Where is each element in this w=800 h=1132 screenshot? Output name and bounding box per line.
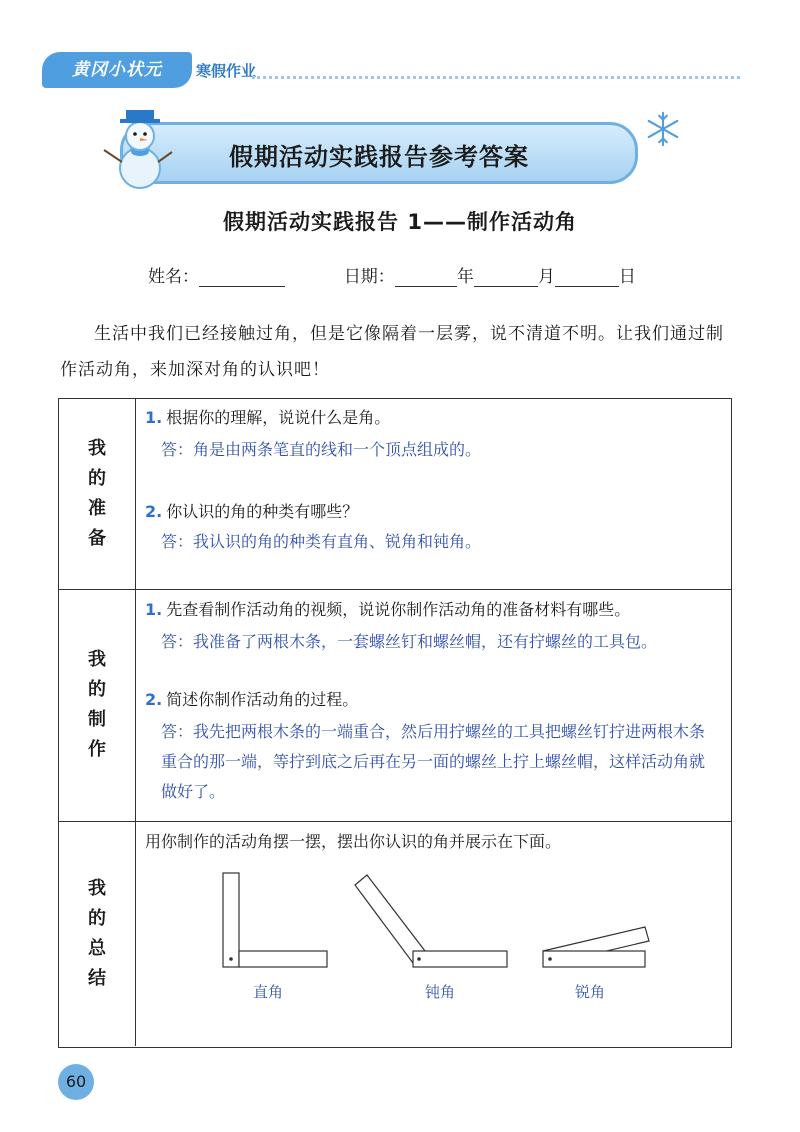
section-label: 我的准备 — [88, 438, 106, 549]
answer: 答：我先把两根木条的一端重合，然后用拧螺丝的工具把螺丝钉拧进两根木条重合的那一端，等拧到底之后再在另一面的螺丝上拧上螺丝帽，这样活动角就做好了。 — [161, 722, 706, 801]
section-label-cell — [59, 399, 136, 589]
year-blank[interactable] — [395, 266, 457, 287]
date-label: 日期： — [343, 267, 395, 287]
answer: 答：角是由两条笔直的线和一个顶点组成的。 — [161, 440, 482, 459]
month-blank[interactable] — [474, 266, 538, 287]
title-banner — [120, 122, 638, 184]
name-label: 姓名： — [148, 267, 199, 287]
intro-paragraph: 生活中我们已经接触过角，但是它像隔着一层雾，说不清道不明。让我们通过制作活动角，来加深对角的认识吧！ — [60, 324, 724, 380]
month-label: 月 — [537, 267, 555, 287]
info-fields — [148, 262, 636, 287]
section-prep — [59, 399, 731, 590]
section-content — [145, 399, 719, 589]
section-label-cell — [59, 589, 136, 821]
obtuse-angle-label: 钝角 — [425, 983, 456, 1001]
acute-angle-diagram — [541, 871, 651, 971]
banner-title: 假期活动实践报告参考答案 — [229, 143, 529, 171]
question-text: 先查看制作活动角的视频，说说你制作活动角的准备材料有哪些。 — [166, 600, 631, 619]
page-number: 60 — [58, 1064, 94, 1100]
section-label: 我的总结 — [88, 877, 106, 989]
question-number: 2. — [145, 690, 163, 709]
section-summary — [59, 821, 731, 1046]
brand-badge: 黄冈小状元 — [42, 52, 192, 88]
question — [145, 597, 630, 623]
question-number: 1. — [145, 408, 163, 427]
section-label-cell — [59, 821, 136, 1046]
right-angle-diagram — [221, 871, 331, 971]
year-label: 年 — [456, 267, 474, 287]
question-text: 简述你制作活动角的过程。 — [166, 690, 359, 709]
name-blank[interactable] — [199, 266, 285, 287]
snowman-icon — [96, 102, 176, 192]
section-content — [145, 589, 719, 821]
obtuse-angle-diagram — [351, 871, 511, 971]
acute-angle-label: 锐角 — [575, 983, 606, 1001]
summary-prompt: 用你制作的活动角摆一摆，摆出你认识的角并展示在下面。 — [145, 832, 562, 851]
right-angle-label: 直角 — [253, 983, 284, 1001]
header-subtitle: 寒假作业 — [196, 62, 257, 80]
header-divider — [252, 76, 740, 79]
day-blank[interactable] — [555, 266, 619, 287]
question-number: 1. — [145, 600, 163, 619]
question-number: 2. — [145, 502, 163, 521]
question-text: 根据你的理解，说说什么是角。 — [166, 408, 391, 427]
answer: 答：我准备了两根木条，一套螺丝钉和螺丝帽，还有拧螺丝的工具包。 — [161, 632, 658, 651]
snowflake-icon — [644, 110, 682, 148]
question — [145, 499, 358, 525]
report-table — [58, 398, 732, 1048]
question — [145, 405, 390, 431]
question — [145, 687, 358, 713]
document-title: 假期活动实践报告 1——制作活动角 — [223, 210, 577, 234]
question-text: 你认识的角的种类有哪些？ — [166, 502, 359, 521]
section-content — [145, 821, 719, 1046]
section-make — [59, 589, 731, 822]
day-label: 日 — [618, 267, 636, 287]
answer: 答：我认识的角的种类有直角、锐角和钝角。 — [161, 532, 482, 551]
section-label: 我的制作 — [88, 649, 106, 760]
